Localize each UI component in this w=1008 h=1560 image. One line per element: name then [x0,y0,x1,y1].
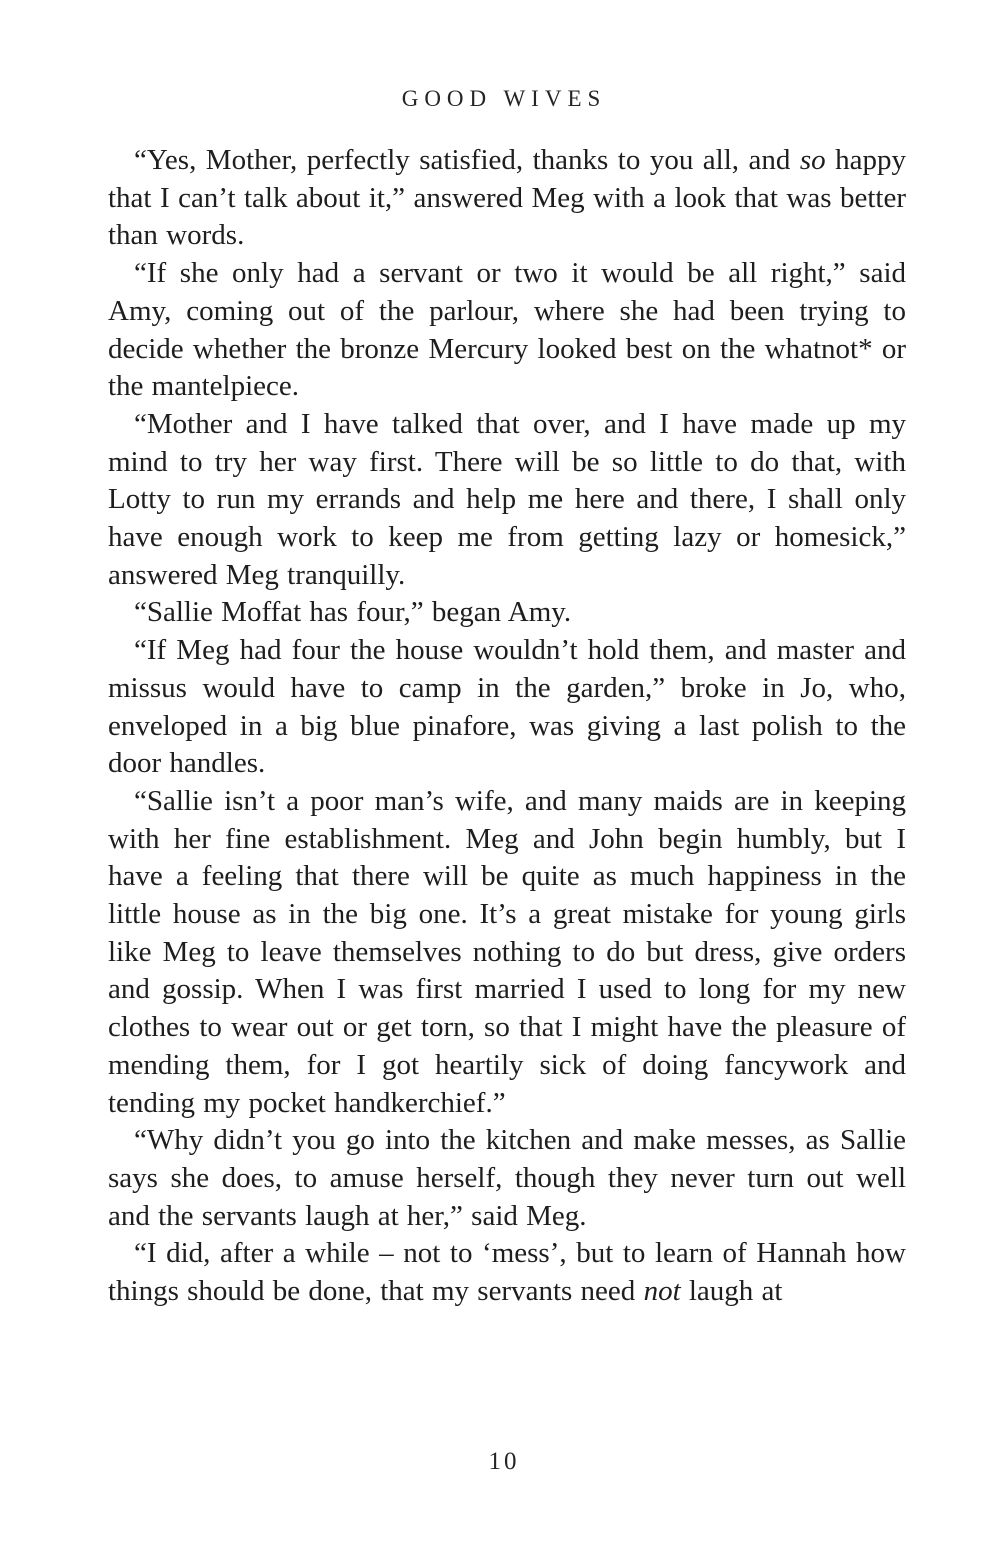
text-segment: “Mother and I have talked that over, and I have made up my mind to try her way first. There will be so little to do that, with Lotty to run my errands and help me here and there, I shall only have enough work to keep me from getting lazy or homesick,” answered Meg tranquilly. [108,407,906,591]
paragraph [108,783,906,1122]
paragraph [108,255,906,406]
paragraph [108,1122,906,1235]
text-segment: “If she only had a servant or two it would be all right,” said Amy, coming out of the parlour, where she had been trying to decide whether the bronze Mercury looked best on the whatnot* or the mantelpiece. [108,257,906,403]
paragraph [108,406,906,595]
emphasized-text: not [643,1275,681,1308]
running-header: GOOD WIVES [401,86,607,111]
paragraph [108,1235,906,1310]
text-segment: “Why didn’t you go into the kitchen and make messes, as Sallie says she does, to amuse herself, though they never turn out well and the servants laugh at her,” said Meg. [108,1124,906,1232]
page-number: 10 [488,1448,520,1475]
text-segment: laugh at [680,1275,783,1308]
text-segment: “Sallie isn’t a poor man’s wife, and many maids are in keeping with her fine establishment. Meg and John begin humbly, but I have a feeling that there will be quite as much happiness in the little house as in the big one. It’s a great mistake for young girls like Meg to leave themselves nothing to do but dress, give orders and gossip. When I was first married I used to long for my new clothes to wear out or get torn, so that I might have the pleasure of mending them, for I got heartily sick of doing fancywork and tending my pocket handkerchief.” [108,784,906,1119]
emphasized-text: so [799,144,826,176]
paragraph [108,632,906,783]
text-segment: “Sallie Moffat has four,” began Amy. [134,596,572,629]
text-segment: “If Meg had four the house wouldn’t hold them, and master and missus would have to camp in the garden,” broke in Jo, who, enveloped in a big blue pinafore, was giving a last polish to the door handles. [108,634,906,780]
paragraph [108,594,906,632]
text-segment: happy that I can’t talk about it,” answered Meg with a look that was better than words. [108,144,906,252]
body-text [108,142,906,1311]
text-segment: “I did, after a while – not to ‘mess’, but to learn of Hannah how things should be done, that my servants need [108,1237,906,1308]
text-segment: “Yes, Mother, perfectly satisfied, thanks to you all, and [134,144,800,176]
paragraph [108,142,906,255]
